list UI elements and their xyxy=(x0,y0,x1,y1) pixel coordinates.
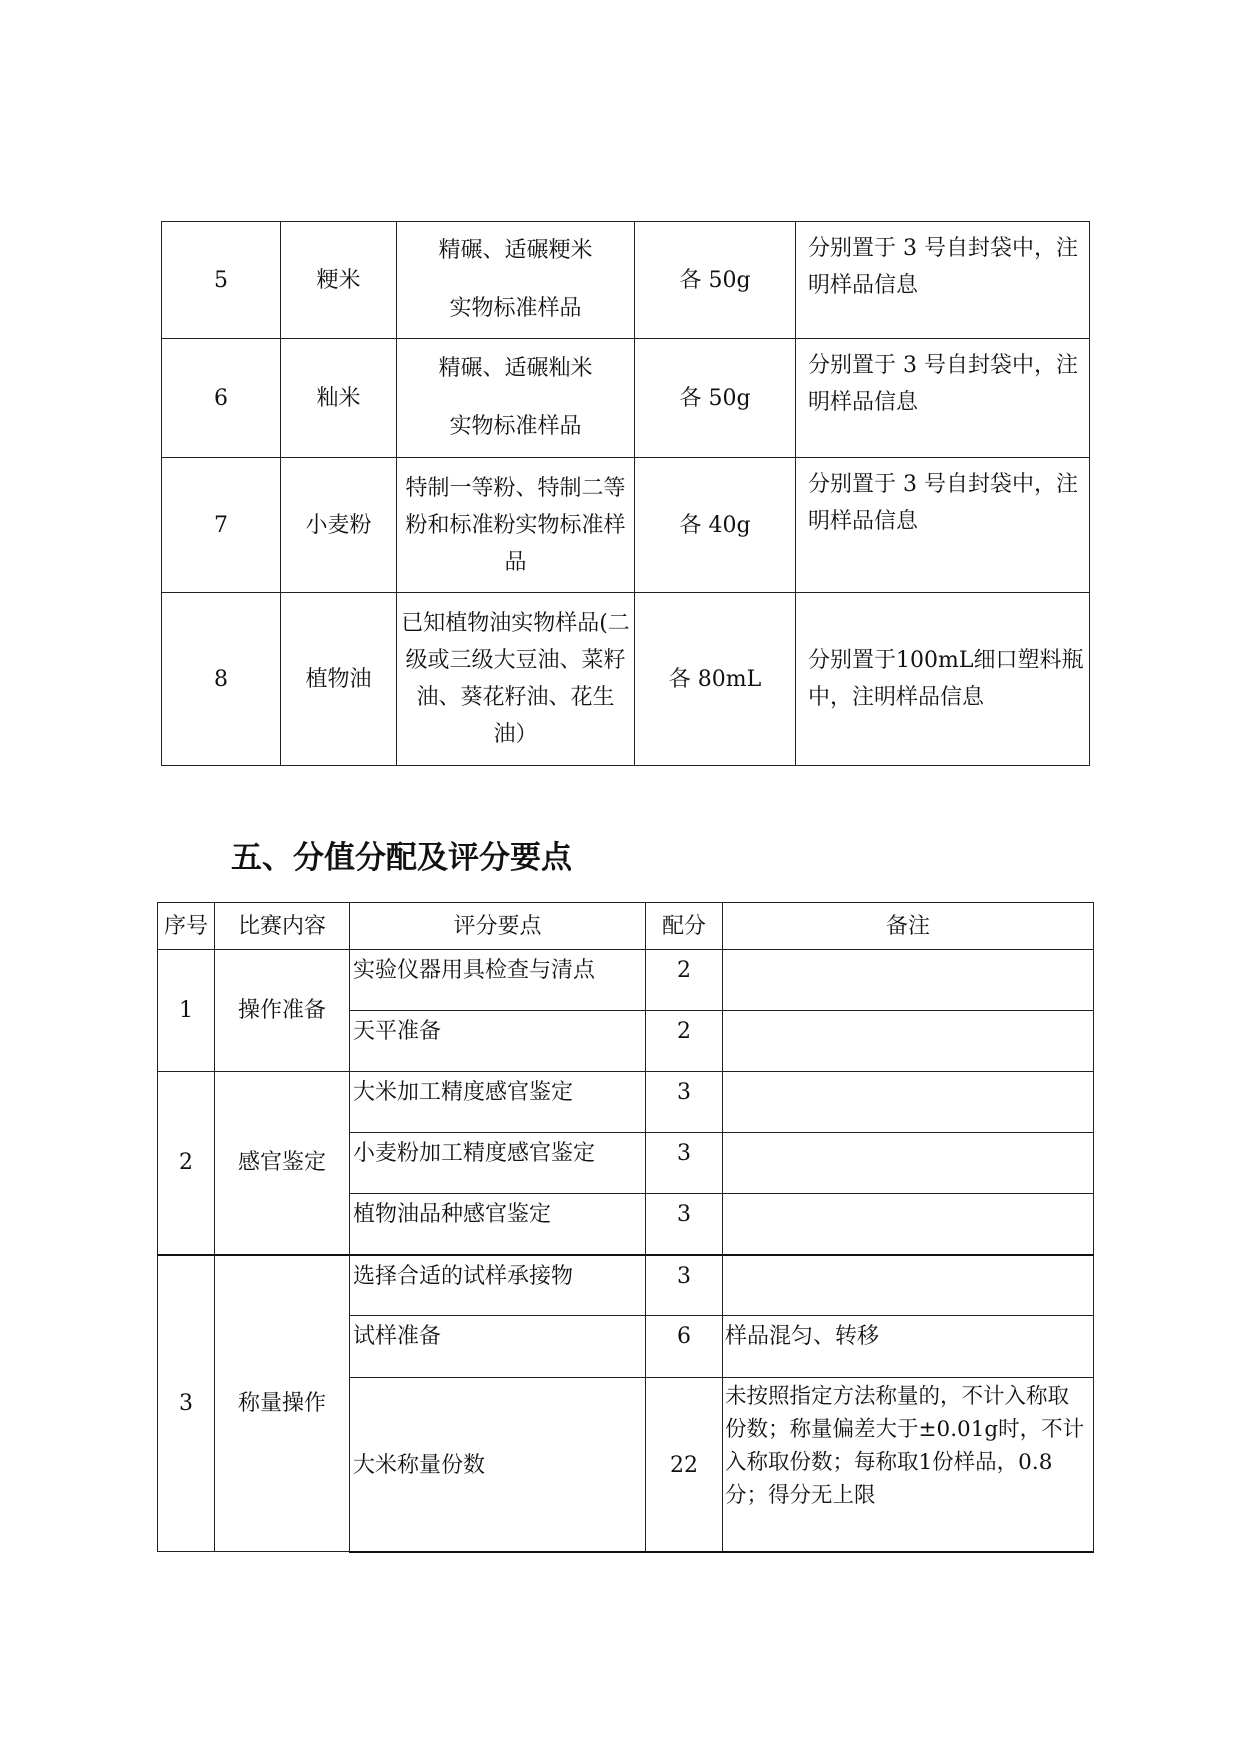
table-row xyxy=(162,458,1090,593)
remark xyxy=(723,1255,1094,1316)
table-row xyxy=(158,1072,1094,1133)
sample-amount: 各 50g xyxy=(635,339,796,458)
table-row xyxy=(158,1255,1094,1316)
scoring-point: 大米称量份数 xyxy=(350,1378,646,1552)
score: 2 xyxy=(646,1011,723,1072)
header-score: 配分 xyxy=(646,903,723,950)
sample-description xyxy=(397,222,635,339)
sample-description: 特制一等粉、特制二等粉和标准粉实物标准样品 xyxy=(397,458,635,593)
header-row xyxy=(158,903,1094,950)
score: 6 xyxy=(646,1316,723,1378)
table-row xyxy=(162,222,1090,339)
scoring-point: 大米加工精度感官鉴定 xyxy=(350,1072,646,1133)
table-row xyxy=(162,339,1090,458)
section-heading: 五、分值分配及评分要点 xyxy=(231,840,572,876)
sample-name: 小麦粉 xyxy=(281,458,397,593)
sample-name: 粳米 xyxy=(281,222,397,339)
score: 22 xyxy=(646,1378,723,1552)
scoring-point: 小麦粉加工精度感官鉴定 xyxy=(350,1133,646,1194)
sample-amount: 各 40g xyxy=(635,458,796,593)
sample-note: 分别置于 3 号自封袋中，注明样品信息 xyxy=(796,222,1090,339)
header-remark: 备注 xyxy=(723,903,1094,950)
remark: 未按照指定方法称量的，不计入称取份数；称量偏差大于±0.01g时，不计入称取份数；每称取1份样品，0.8 分；得分无上限 xyxy=(723,1378,1094,1552)
sample-name: 籼米 xyxy=(281,339,397,458)
sample-name: 植物油 xyxy=(281,593,397,766)
header-content: 比赛内容 xyxy=(215,903,350,950)
scoring-point: 选择合适的试样承接物 xyxy=(350,1255,646,1316)
group-content: 操作准备 xyxy=(215,950,350,1072)
header-point: 评分要点 xyxy=(350,903,646,950)
group-content: 感官鉴定 xyxy=(215,1072,350,1255)
row-number: 7 xyxy=(162,458,281,593)
table-row xyxy=(162,593,1090,766)
sample-amount: 各 50g xyxy=(635,222,796,339)
desc-line: 精碾、适碾籼米 xyxy=(438,356,593,381)
row-number: 8 xyxy=(162,593,281,766)
group-number: 1 xyxy=(158,950,215,1072)
sample-amount: 各 80mL xyxy=(635,593,796,766)
score: 3 xyxy=(646,1194,723,1255)
group-number: 3 xyxy=(158,1255,215,1552)
remark xyxy=(723,1072,1094,1133)
remark xyxy=(723,1133,1094,1194)
score: 3 xyxy=(646,1072,723,1133)
score: 3 xyxy=(646,1255,723,1316)
remark xyxy=(723,1011,1094,1072)
row-number: 6 xyxy=(162,339,281,458)
score: 2 xyxy=(646,950,723,1011)
desc-line: 精碾、适碾粳米 xyxy=(438,238,593,263)
score: 3 xyxy=(646,1133,723,1194)
remark xyxy=(723,1194,1094,1255)
scoring-point: 实验仪器用具检查与清点 xyxy=(350,950,646,1011)
samples-table xyxy=(161,221,1090,766)
sample-note: 分别置于 3 号自封袋中，注明样品信息 xyxy=(796,339,1090,458)
group-number: 2 xyxy=(158,1072,215,1255)
scoring-table xyxy=(157,902,1094,1553)
header-no: 序号 xyxy=(158,903,215,950)
scoring-point: 天平准备 xyxy=(350,1011,646,1072)
table-row xyxy=(158,950,1094,1011)
sample-description xyxy=(397,339,635,458)
sample-note: 分别置于100mL细口塑料瓶中，注明样品信息 xyxy=(796,593,1090,766)
sample-note: 分别置于 3 号自封袋中，注明样品信息 xyxy=(796,458,1090,593)
scoring-point: 试样准备 xyxy=(350,1316,646,1378)
row-number: 5 xyxy=(162,222,281,339)
remark: 样品混匀、转移 xyxy=(723,1316,1094,1378)
desc-line: 实物标准样品 xyxy=(449,296,582,321)
sample-description: 已知植物油实物样品(二级或三级大豆油、菜籽油、葵花籽油、花生油） xyxy=(397,593,635,766)
group-content: 称量操作 xyxy=(215,1255,350,1552)
desc-line: 实物标准样品 xyxy=(449,414,582,439)
scoring-point: 植物油品种感官鉴定 xyxy=(350,1194,646,1255)
remark xyxy=(723,950,1094,1011)
